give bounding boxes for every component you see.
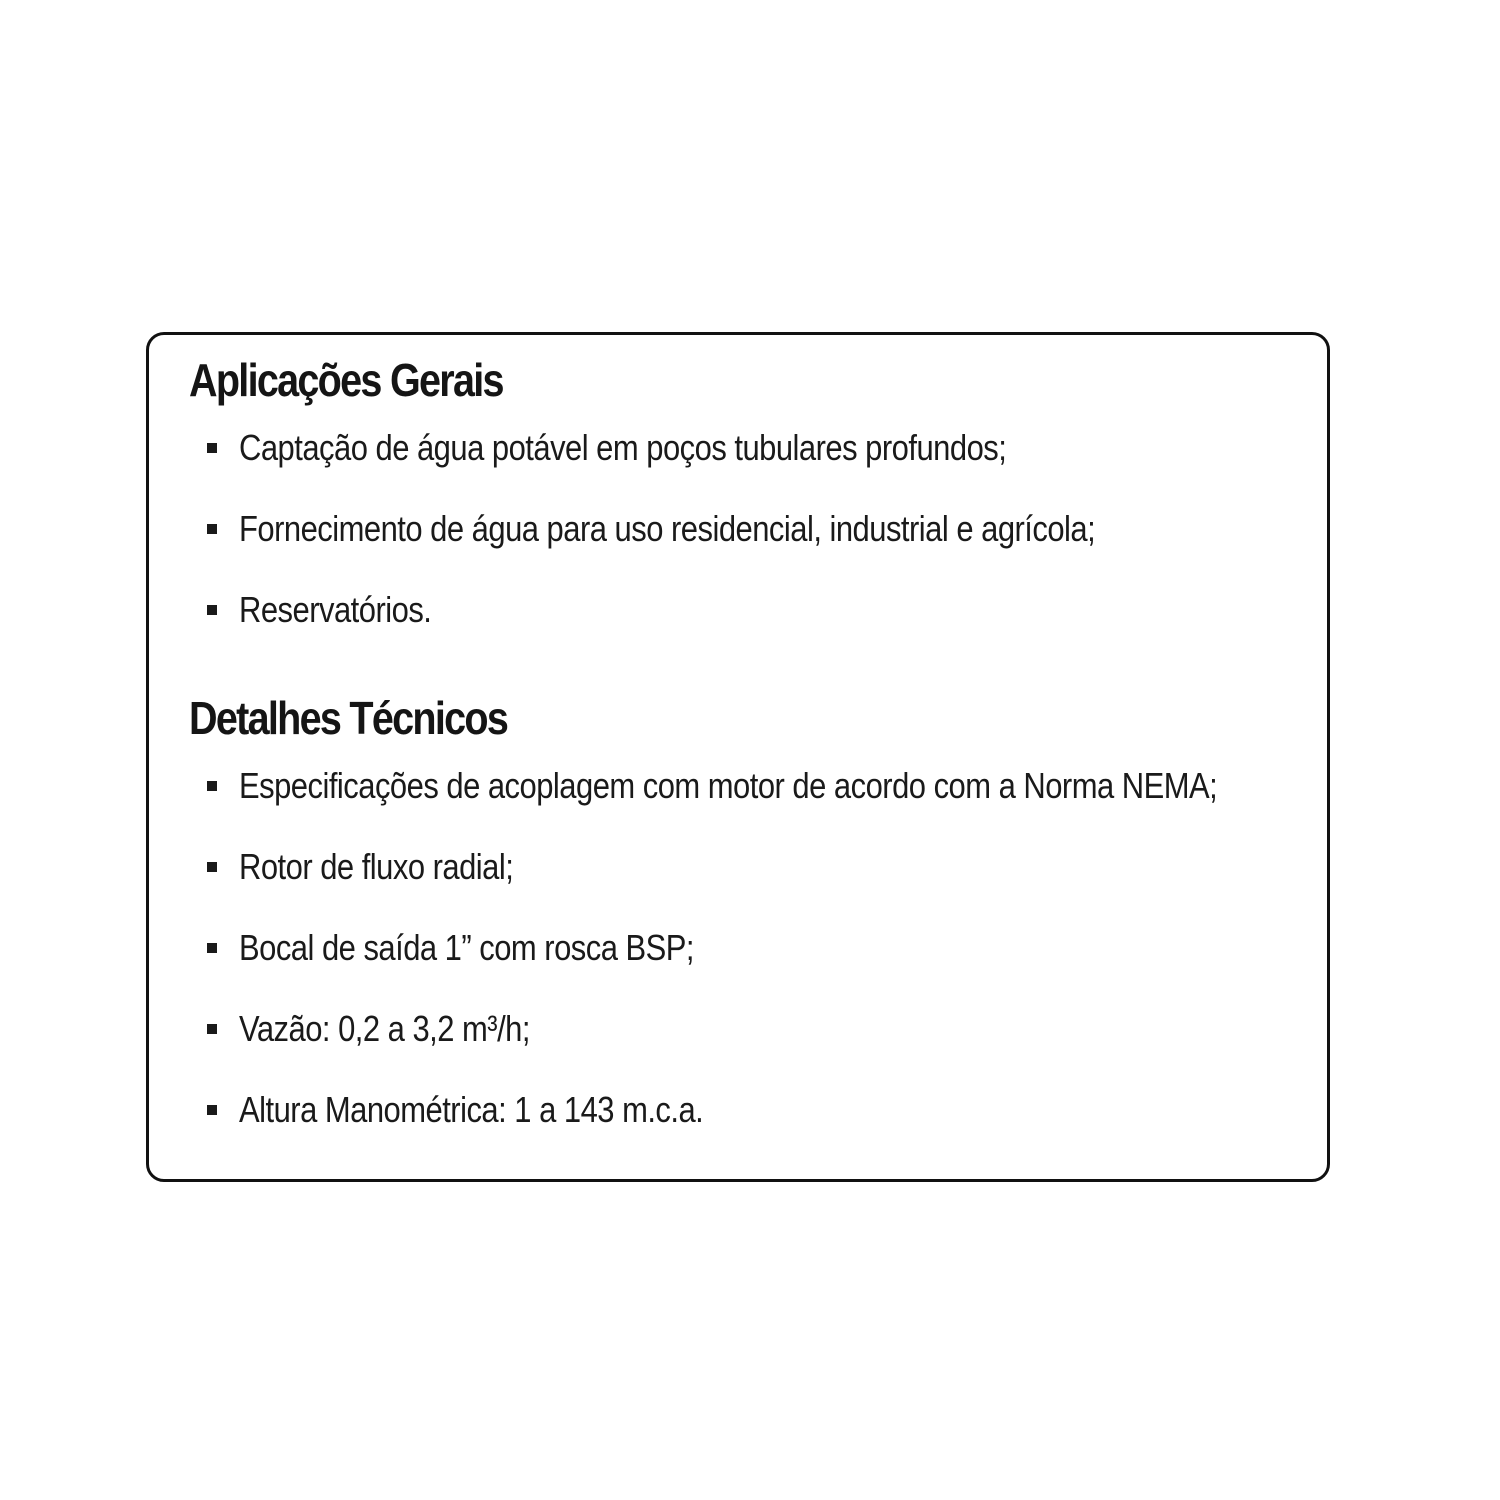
section-title-aplicacoes: Aplicações Gerais [189, 354, 503, 406]
detalhes-list [207, 767, 1377, 1172]
list-item [207, 1010, 1377, 1091]
list-item-text: Bocal de saída 1” com rosca BSP; [239, 927, 694, 968]
list-item [207, 929, 1377, 1010]
list-item [207, 429, 1235, 510]
aplicacoes-list [207, 429, 1235, 672]
square-bullet-icon [207, 605, 217, 615]
list-item [207, 510, 1235, 591]
list-item [207, 848, 1377, 929]
spec-card [146, 332, 1330, 1182]
square-bullet-icon [207, 524, 217, 534]
square-bullet-icon [207, 862, 217, 872]
list-item-text: Especificações de acoplagem com motor de acordo com a Norma NEMA; [239, 765, 1218, 806]
square-bullet-icon [207, 443, 217, 453]
list-item [207, 591, 1235, 672]
list-item-text: Altura Manométrica: 1 a 143 m.c.a. [239, 1089, 704, 1130]
square-bullet-icon [207, 1105, 217, 1115]
list-item [207, 767, 1377, 848]
list-item [207, 1091, 1377, 1172]
square-bullet-icon [207, 1024, 217, 1034]
list-item-text: Rotor de fluxo radial; [239, 846, 514, 887]
square-bullet-icon [207, 943, 217, 953]
section-title-detalhes: Detalhes Técnicos [189, 692, 508, 744]
list-item-text: Reservatórios. [239, 589, 432, 630]
list-item-text: Fornecimento de água para uso residencial, industrial e agrícola; [239, 508, 1096, 549]
list-item-text: Vazão: 0,2 a 3,2 m³/h; [239, 1008, 530, 1049]
square-bullet-icon [207, 781, 217, 791]
list-item-text: Captação de água potável em poços tubulares profundos; [239, 427, 1007, 468]
